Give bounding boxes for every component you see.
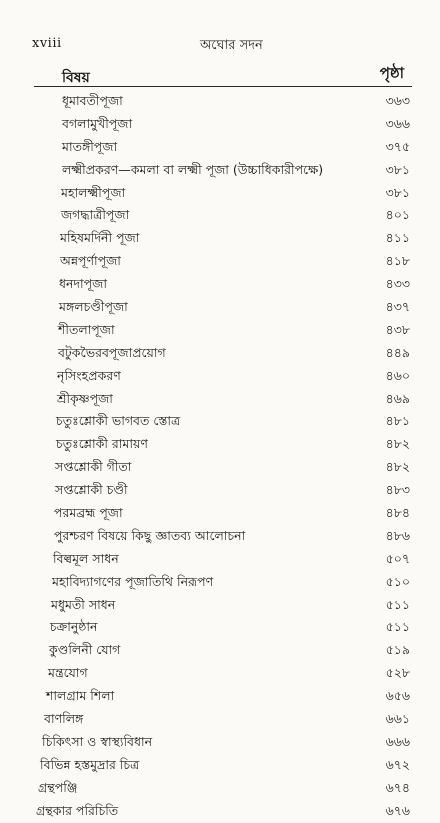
toc-entry-title: শীতলাপূজা	[58, 321, 115, 337]
toc-entry-page: ৫১৯	[385, 642, 410, 658]
toc-entry-title: মহিষমর্দিনী পূজা	[60, 230, 140, 246]
toc-entry	[0, 639, 440, 662]
toc-entry-title: বিভিন্ন হস্তমুদ্রার চিত্র	[40, 756, 140, 772]
toc-entry-page: ৪৮৬	[385, 527, 410, 543]
page-header	[32, 36, 408, 56]
toc-entry-page: ৫১১	[385, 619, 410, 635]
toc-entry	[0, 342, 440, 365]
toc-entry	[0, 754, 440, 777]
toc-entry-title: অন্নপূর্ণাপূজা	[60, 253, 121, 269]
toc-entry-title: জগদ্ধাত্রীপূজা	[61, 207, 130, 223]
toc-entry-title: গ্রন্থপঞ্জি	[38, 779, 78, 795]
toc-entry-page: ৩৮১	[385, 184, 410, 200]
toc-entry-title: শালগ্রাম শিলা	[46, 688, 115, 704]
toc-entry	[0, 731, 440, 754]
toc-entry-title: গ্রন্থকার পরিচিতি	[36, 802, 119, 818]
toc-entry-page: ৬৭২	[385, 756, 410, 772]
toc-entry-title: মধুমতী সাধন	[51, 596, 116, 612]
toc-entry-page: ৪১১	[385, 230, 410, 246]
toc-entry-page: ৬৭৪	[385, 779, 410, 795]
toc-entry-page: ৪৩৭	[385, 299, 410, 315]
toc-entry-page: ৪৪৯	[385, 344, 410, 360]
toc-entry-title: সপ্তশ্লোকী গীতা	[55, 459, 132, 475]
toc-entry-title: ধনদাপূজা	[59, 276, 107, 292]
toc-entry	[0, 502, 440, 525]
toc-entry-title: মঙ্গলচণ্ডীপূজা	[59, 299, 128, 315]
toc-entry	[0, 90, 440, 113]
toc-entry	[0, 800, 440, 823]
toc-entry	[0, 159, 440, 182]
toc-column-header	[0, 62, 440, 86]
toc-entry	[0, 548, 440, 571]
toc-entry-page: ৩৮১	[385, 161, 410, 177]
toc-entry-title: লক্ষ্মীপ্রকরণ—কমলা বা লক্ষ্মী পূজা (উচ্চাধিকারীপক্ষে)	[62, 161, 324, 177]
toc-entry	[0, 227, 440, 250]
toc-entry	[0, 594, 440, 617]
toc-entry	[0, 777, 440, 800]
toc-entry-page: ৫১১	[385, 596, 410, 612]
toc-entry-page: ৪৩৩	[385, 276, 410, 292]
toc-entry-page: ৪১৮	[385, 253, 410, 269]
toc-entry-title: পুরশ্চরণ বিষয়ে কিছু জ্ঞাতব্য আলোচনা	[54, 527, 246, 543]
toc-entry-title: মহালক্ষ্মীপূজা	[61, 184, 126, 200]
toc-entry-title: পরমব্রহ্ম পূজা	[54, 505, 123, 521]
page-column-label: পৃষ্ঠা	[379, 64, 404, 82]
toc-entry	[0, 136, 440, 159]
toc-entry	[0, 479, 440, 502]
toc-entry-page: ৬৬৬	[385, 733, 410, 749]
toc-entry-title: নৃসিংহপ্রকরণ	[57, 367, 121, 383]
toc-entry-title: বটুকভৈরবপূজাপ্রয়োগ	[58, 344, 166, 360]
toc-entry-page: ৪৮২	[385, 459, 410, 475]
toc-entry-page: ৪৬০	[385, 367, 410, 383]
page-number: xviii	[32, 36, 62, 51]
toc-entry-title: মাতঙ্গীপূজা	[62, 138, 118, 154]
toc-entry-page: ৫০৭	[385, 550, 410, 566]
toc-entry-title: কুণ্ডলিনী যোগ	[49, 642, 121, 658]
subject-column-label: বিষয়	[62, 70, 90, 86]
toc-entry-title: বাণলিঙ্গ	[44, 711, 84, 727]
toc-entry-title: চতুঃশ্লোকী রামায়ণ	[56, 436, 148, 452]
toc-entry-page: ৩৬৬	[385, 115, 410, 131]
toc-entry	[0, 571, 440, 594]
toc-entry-page: ৩৬৩	[385, 93, 410, 108]
toc-entry-title: ধূমাবতীপূজা	[62, 93, 123, 108]
toc-entry	[0, 250, 440, 273]
running-title: অঘোর সদন	[200, 38, 263, 53]
toc-entry	[0, 685, 440, 708]
toc-entry-page: ৪৬৯	[385, 390, 410, 406]
toc-entry	[0, 365, 440, 388]
toc-entry-page: ৬৬১	[385, 711, 410, 727]
table-of-contents	[0, 90, 440, 823]
toc-entry-page: ৫২৮	[385, 665, 410, 681]
toc-entry-page: ৪৮৩	[385, 482, 410, 498]
toc-entry	[0, 319, 440, 342]
toc-entry-title: শ্রীকৃষ্ণপূজা	[57, 390, 113, 406]
toc-entry	[0, 456, 440, 479]
toc-entry	[0, 204, 440, 227]
toc-entry	[0, 296, 440, 319]
toc-entry-title: সপ্তশ্লোকী চণ্ডী	[55, 482, 128, 498]
toc-entry	[0, 182, 440, 205]
toc-entry-title: বিল্বমূল সাধন	[53, 550, 119, 566]
toc-entry	[0, 616, 440, 639]
toc-entry-title: চক্রানুষ্ঠান	[50, 619, 98, 635]
toc-entry	[0, 433, 440, 456]
toc-entry-title: চিকিৎসা ও স্বাস্থ্যবিধান	[42, 733, 153, 749]
toc-entry	[0, 410, 440, 433]
toc-entry-page: ৬৭৬	[385, 802, 410, 818]
toc-entry	[0, 388, 440, 411]
toc-entry	[0, 662, 440, 685]
toc-entry-title: মহাবিদ্যাগণের পূজাতিথি নিরূপণ	[52, 573, 214, 589]
toc-entry-page: ৩৭৫	[385, 138, 410, 154]
toc-entry	[0, 708, 440, 731]
toc-entry-page: ৪৮৪	[385, 505, 410, 521]
toc-entry-title: মন্ত্রযোগ	[48, 665, 88, 681]
toc-entry-title: চতুঃশ্লোকী ভাগবত স্তোত্র	[56, 413, 181, 429]
toc-entry	[0, 113, 440, 136]
toc-entry-page: ৪০১	[385, 207, 410, 223]
toc-entry-page: ৬৫৬	[385, 688, 410, 704]
header-rule	[34, 86, 412, 87]
toc-entry-title: বগলামুখীপূজা	[62, 115, 133, 131]
toc-entry-page: ৪৮১	[385, 413, 410, 429]
toc-entry-page: ৪৩৮	[385, 321, 410, 337]
toc-entry-page: ৫১০	[385, 573, 410, 589]
toc-entry	[0, 273, 440, 296]
toc-entry-page: ৪৮২	[385, 436, 410, 452]
toc-entry	[0, 525, 440, 548]
